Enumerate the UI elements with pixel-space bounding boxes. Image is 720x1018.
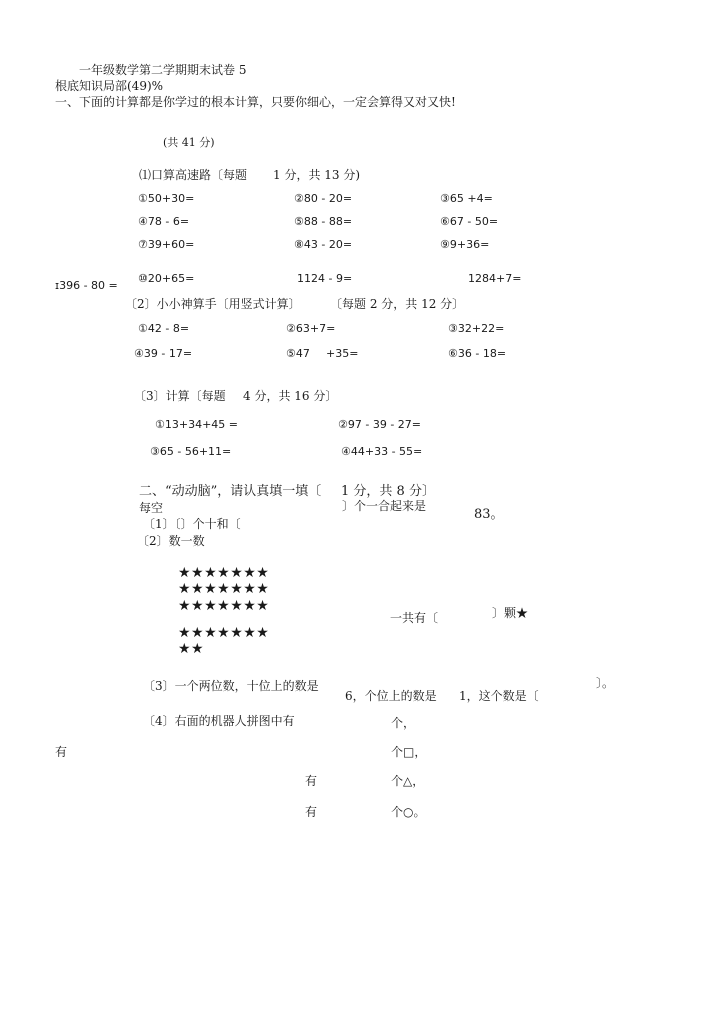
exam-title: 一年级数学第二学期期末试卷 5 — [79, 63, 247, 77]
oral-q12: 1284+7= — [468, 272, 522, 285]
sub1-score: 1 分，共 13 分) — [273, 168, 361, 182]
oral-q9: ⑨9+36= — [440, 238, 490, 251]
star-row-2: ★★★★★★★ — [178, 581, 270, 597]
oral-q10: ⑩20+65= — [138, 272, 195, 285]
sub3-score: 4 分，共 16 分〕 — [243, 389, 338, 403]
oral-q3: ③65 +4= — [440, 192, 493, 205]
q4-text: 〔4〕右面的机器人拼图中有 — [143, 714, 295, 728]
calc-q4: ④44+33 - 55= — [341, 445, 423, 458]
star-row-1: ★★★★★★★ — [178, 565, 270, 581]
q4-count-circle: 个○。 — [391, 805, 426, 819]
q3-text-c: 1，这个数是〔 — [459, 689, 539, 703]
sub2-score: 〔每题 2 分，共 12 分〕 — [330, 297, 465, 311]
q3-text-a: 〔3〕一个两位数，十位上的数是 — [143, 679, 319, 693]
q3-text-d: 〕。 — [596, 676, 615, 690]
vertical-q4: ④39 - 17= — [134, 347, 193, 360]
oral-q5: ⑤88 - 88= — [294, 215, 353, 228]
calc-q1: ①13+34+45 = — [155, 418, 238, 431]
section2-each: 每空 — [139, 501, 164, 515]
section2-title: 二、“动动脑”，请认真填一填〔 — [139, 484, 322, 499]
oral-q8: ⑧43 - 20= — [294, 238, 353, 251]
star-row-4: ★★★★★★★ — [178, 625, 270, 641]
oral-q1: ①50+30= — [138, 192, 195, 205]
q4-count-triangle: 个△， — [391, 774, 425, 788]
q1-text: 〔1〕〔〕个十和〔 — [143, 517, 241, 531]
star-total-label: 一共有〔 — [390, 611, 439, 625]
sub1-title: ⑴口算高速路〔每题 — [139, 168, 248, 182]
vertical-q1: ①42 - 8= — [138, 322, 190, 335]
sub3-title: 〔3〕计算〔每题 — [134, 389, 226, 403]
q4-count-square: 个□， — [391, 745, 427, 759]
q1-tail: 〕个一合起来是 — [342, 499, 427, 513]
oral-q13: ɪ396 - 80 = — [55, 279, 118, 292]
section1-score: (共 41 分) — [163, 136, 215, 149]
calc-q2: ②97 - 39 - 27= — [338, 418, 421, 431]
oral-q6: ⑥67 - 50= — [440, 215, 499, 228]
section2-score: 1 分，共 8 分〕 — [341, 484, 435, 499]
vertical-q2: ②63+7= — [286, 322, 336, 335]
oral-q2: ②80 - 20= — [294, 192, 353, 205]
q4-count-1: 个， — [391, 716, 416, 730]
vertical-q3: ③32+22= — [448, 322, 505, 335]
oral-q4: ④78 - 6= — [138, 215, 190, 228]
star-row-5: ★★ — [178, 641, 205, 657]
q2-title: 〔2〕数一数 — [137, 534, 205, 548]
sub2-title: 〔2〕小小神算手〔用竖式计算〕 — [125, 297, 301, 311]
star-total-unit: 〕颗★ — [492, 606, 529, 620]
q1-value: 83。 — [474, 507, 504, 522]
calc-q3: ③65 - 56+11= — [150, 445, 232, 458]
vertical-q6: ⑥36 - 18= — [448, 347, 507, 360]
oral-q11: 1124 - 9= — [297, 272, 353, 285]
part-heading: 根底知识局部(49)% — [55, 79, 164, 93]
q3-text-b: 6，个位上的数是 — [345, 689, 437, 703]
vertical-q5-num: ⑤47 — [286, 347, 310, 360]
vertical-q5-rest: +35= — [326, 347, 359, 360]
q4-you-3: 有 — [305, 774, 318, 788]
q4-you-2: 有 — [55, 745, 68, 759]
oral-q7: ⑦39+60= — [138, 238, 195, 251]
section1-intro: 一、下面的计算都是你学过的根本计算，只要你细心，一定会算得又对又快! — [55, 95, 456, 109]
q4-you-4: 有 — [305, 805, 318, 819]
star-row-3: ★★★★★★★ — [178, 598, 270, 614]
